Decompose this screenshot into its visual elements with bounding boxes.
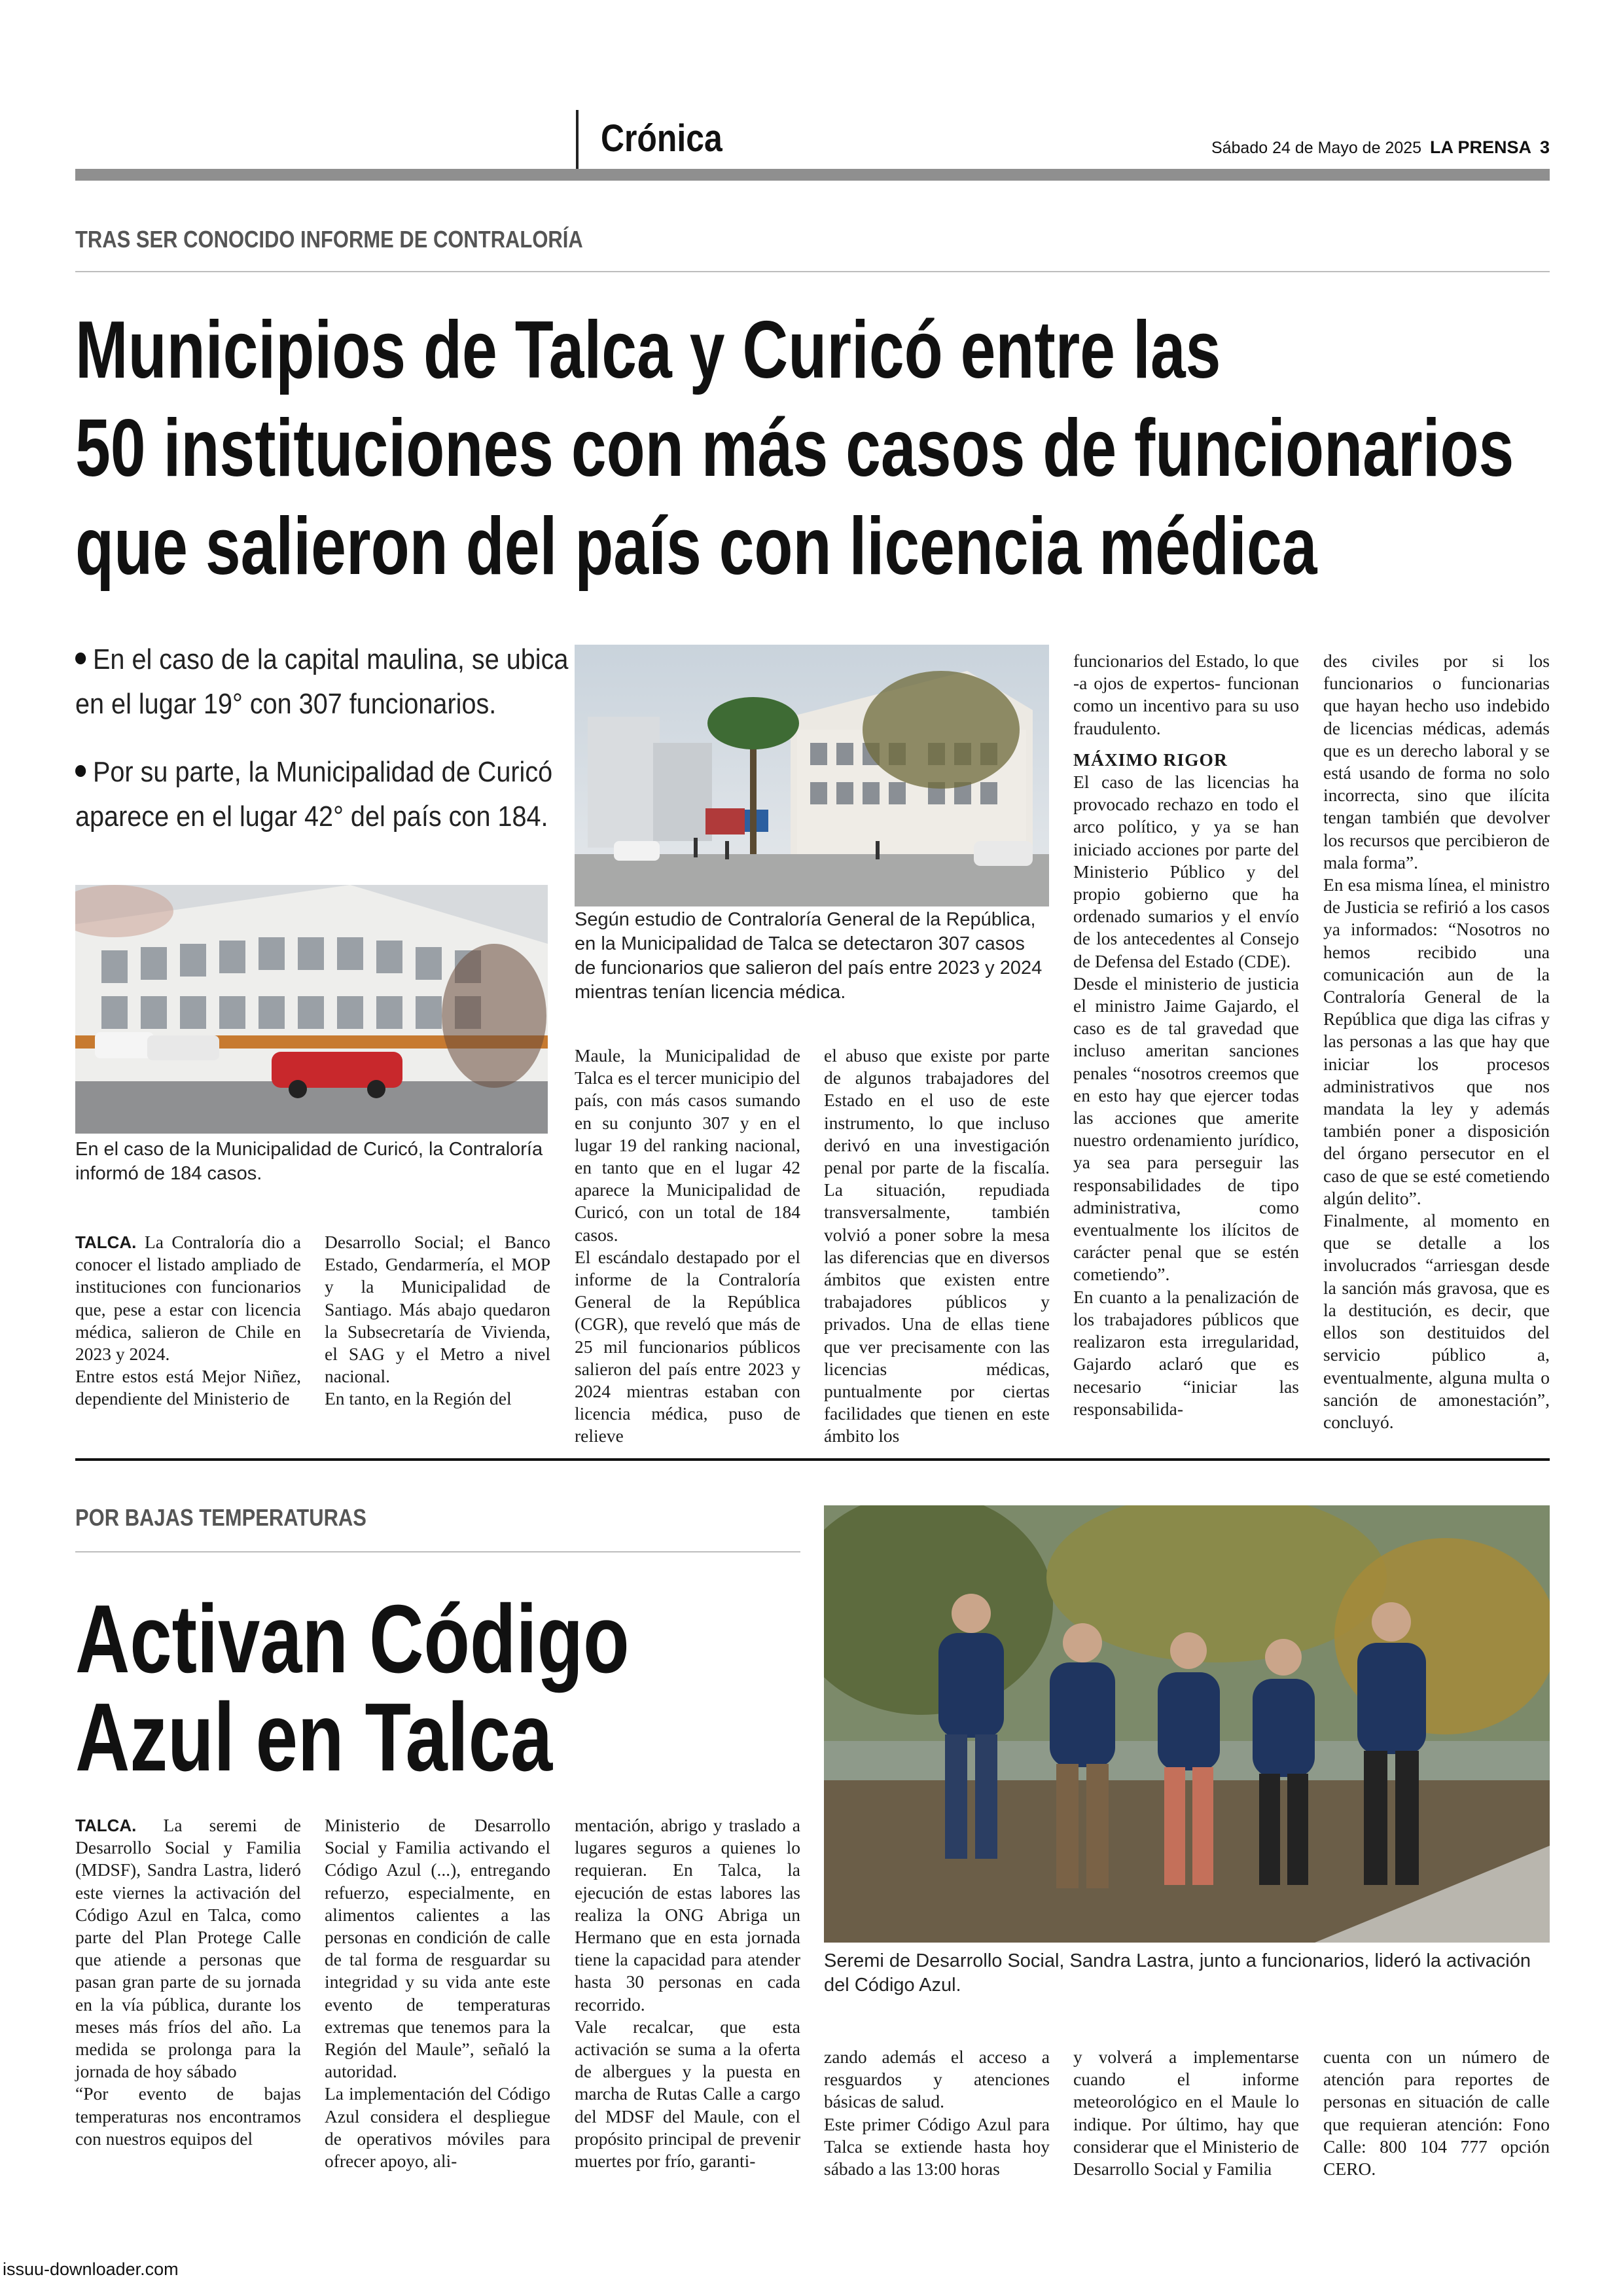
codigo-azul-group-photo: [824, 1505, 1550, 1943]
story2-column-1: TALCA. La seremi de Desarrollo Social y Familia (MDSF), Sandra Lastra, lideró este viernes la activación del Código Azul en Talca, como parte del Plan Protege Calle que atiende a personas que pasan gran parte de su jornada en la vía pública, durante los meses más fríos del año. La medida se prolonga para la jornada de hoy sábado “Por evento de bajas temperaturas nos encontramos con nuestros equipos del: [75, 1815, 302, 2149]
header-divider: [576, 110, 579, 170]
group-photo-illustration: [824, 1505, 1550, 1943]
publication-name: LA PRENSA: [1430, 137, 1532, 157]
talca-photo-caption: Según estudio de Contraloría General de la República, en la Municipalidad de Talca se detectaron 307 casos de funcionarios que salieron del país entre 2023 y 2024 mientras tenían licencia médica.: [575, 909, 1043, 1003]
header-bar: [75, 169, 1550, 181]
curico-photo-caption: En el caso de la Municipalidad de Curicó, la Contraloría informó de 184 casos.: [75, 1139, 543, 1184]
story1-kicker-rule: [75, 271, 1550, 272]
story1-column-5: funcionarios del Estado, lo que -a ojos de expertos- funcionan como un incentivo para su uso fraudulento. MÁXIMO RIGOR El caso de las licencias ha provocado rechazo en todo el arco político, y ya se han iniciado acciones por parte del Ministerio Público y del propio gobierno que ha ordenado sumarios y el envío de los antecedentes al Consejo de Defensa del Estado (CDE). Desde el ministerio de justicia el ministro Jaime Gajardo, el caso es de tal gravedad que incluso ameritan sanciones penales “nosotros creemos que en esto hay que ejercer todas las acciones que amerite nuestro ordenamiento jurídico, ya sea para perseguir las responsabilidades de tipo administrativa, como eventualmente los ilícitos de carácter penal que se estén cometiendo”. En cuanto a la penalización de los trabajadores públicos que realizaron esta irregularidad, Gajardo aclaró que es necesario “iniciar las responsabilida-: [1073, 651, 1299, 1419]
bullet-icon: [75, 765, 86, 777]
talca-building-illustration: [575, 645, 1049, 906]
story1-bullet: Por su parte, la Municipalidad de Curicó aparece en el lugar 42° del país con 184.: [75, 756, 553, 833]
curico-building-illustration: [75, 885, 548, 1134]
story1-bullet: En el caso de la capital maulina, se ubica en el lugar 19° con 307 funcionarios.: [75, 643, 569, 720]
story2-column-5: y volverá a implementarse cuando el informe meteorológico en el Maule lo indique. Por último, hay que considerar que el Ministerio de Desarrollo Social y Familia: [1073, 2047, 1299, 2179]
page-number: 3: [1539, 137, 1550, 157]
group-photo-caption: Seremi de Desarrollo Social, Sandra Lastra, junto a funcionarios, lideró la activación del Código Azul.: [824, 1950, 1531, 1996]
story2-column-4: zando además el acceso a resguardos y atenciones básicas de salud. Este primer Código Azul para Talca se extiende hasta hoy sábado a las 13:00 horas: [824, 2047, 1050, 2179]
story1-column-2: Desarrollo Social; el Banco Estado, Gendarmería, el MOP y la Municipalidad de Santiago. Más abajo quedaron la Subsecretaría de Vivienda, el SAG y el Metro a nivel nacional. En tanto, en la Región del: [325, 1232, 550, 1409]
dateline: TALCA.: [75, 1816, 137, 1835]
story2-headline-line: Azul en Talca: [75, 1683, 553, 1791]
story1-headline-line: Municipios de Talca y Curicó entre las: [75, 305, 1221, 395]
bullet-icon: [75, 653, 86, 664]
story2-column-3: mentación, abrigo y traslado a lugares seguros a quienes lo requieran. En Talca, la ejecución de estas labores las realiza la ONG Abriga un Hermano que en esta jornada tiene la capacidad para atender hasta 30 personas en cada recorrido. Vale recalcar, que esta activación se suma a la oferta de albergues y la puesta en marcha de Rutas Calle a cargo del MDSF del Maule, con el propósito principal de prevenir muertes por frío, garanti-: [575, 1815, 800, 2172]
watermark-text: issuu-downloader.com: [3, 2259, 179, 2279]
story2-column-2: Ministerio de Desarrollo Social y Familia activando el Código Azul (...), entregando refuerzo, especialmente, en alimentos calientes a las personas en condición de calle de tal forma de resguardar su integridad y su vida ante este evento de temperaturas extremas que tenemos para la Región del Maule”, señaló la autoridad. La implementación del Código Azul considera el despliegue de operativos móviles para ofrecer apoyo, ali-: [325, 1815, 550, 2172]
story1-headline: [75, 301, 1514, 596]
story-divider: [75, 1458, 1550, 1461]
section-title: Crónica: [601, 117, 722, 160]
dateline: TALCA.: [75, 1232, 137, 1252]
story1-column-3: Maule, la Municipalidad de Talca es el tercer municipio del país, con más casos sumando en su conjunto 307 y en el lugar 19 del ranking nacional, en tanto que en el lugar 42 aparece la Municipalidad de Curicó, con un total de 184 casos. El escándalo destapado por el informe de la Contraloría General de la República (CGR), que reveló que más de 25 mil funcionarios públicos salieron del país entre 2023 y 2024 mientras estaban con licencia médica, puso de relieve: [575, 1045, 800, 1446]
story1-column-1: TALCA. La Contraloría dio a conocer el listado ampliado de instituciones con funcionarios que, pese a estar con licencia médica, salieron de Chile en 2023 y 2024. Entre estos está Mejor Niñez, dependiente del Ministerio de: [75, 1232, 302, 1409]
subheading: MÁXIMO RIGOR: [1073, 749, 1228, 770]
curico-municipality-photo: [75, 885, 548, 1134]
story2-column-6: cuenta con un número de atención para reportes de personas en situación de calle que requieran atención: Fono Calle: 800 104 777 opción CERO.: [1323, 2047, 1550, 2179]
story1-headline-line: que salieron del país con licencia médica: [75, 501, 1317, 592]
story2-headline-line: Activan Código: [75, 1585, 630, 1693]
header-dateline: [1211, 137, 1550, 158]
story1-column-6: des civiles por si los funcionarios o funcionarias que hayan hecho uso indebido de licencias médicas, además que es un derecho laboral y se está usando de forma no solo incorrecta, sino que ilícita tengan también que devolver los recursos que percibieron de mala forma”. En esa misma línea, el ministro de Justicia se refirió a los casos ya informados: “Nosotros no hemos recibido una comunicación aun de la Contraloría General de la República que diga las cifras y las personas a las que hay que iniciar los procesos administrativos que nos mandata la ley y además también poner a disposición del órgano persecutor en el caso de que se esté cometiendo algún delito”. Finalmente, al momento en que se detalle a los involucrados “arriesgan desde la sanción más gravosa, que es la destitución, es decir, que ellos son destituidos del servicio público a, eventualmente, alguna multa o sanción de amonestación”, concluyó.: [1323, 651, 1550, 1432]
talca-municipality-photo: [575, 645, 1049, 906]
story1-headline-line: 50 instituciones con más casos de funcionarios: [75, 403, 1514, 493]
story1-kicker: TRAS SER CONOCIDO INFORME DE CONTRALORÍA: [75, 226, 583, 253]
story2-headline: [75, 1585, 630, 1791]
story2-kicker: POR BAJAS TEMPERATURAS: [75, 1504, 366, 1531]
story2-kicker-rule: [75, 1551, 800, 1552]
story1-column-4: el abuso que existe por parte de algunos trabajadores del Estado en el uso de este instrumento, lo que incluso derivó en una investigación penal por parte de la fiscalía. La situación, repudiada transversalmente, también volvió a poner sobre la mesa las diferencias que en diversos ámbitos que existen entre trabajadores públicos y privados. Una de ellas tiene que ver precisamente con las licencias médicas, puntualmente por ciertas facilidades que tienen en este ámbito los: [824, 1045, 1050, 1446]
issue-date: Sábado 24 de Mayo de 2025: [1211, 139, 1422, 157]
